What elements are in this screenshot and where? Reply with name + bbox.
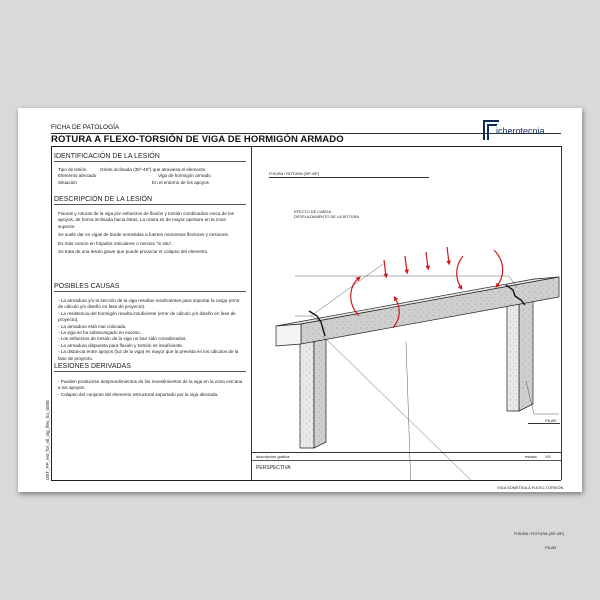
identificacion-row: Tipo de lesión Grieta inclinada (35º-45º) que atraviesa el elemento	[58, 167, 206, 172]
list-item: - Los esfuerzos de torsión de la viga no han sido considerados.	[58, 336, 187, 342]
drawing-footer-rule	[251, 452, 561, 453]
descripcion-paragraph: Se suele dar en vigas de borde sometidas a fuertes momentos flectores y torsiones.	[58, 232, 230, 238]
load-arrow	[426, 252, 428, 268]
identificacion-row: Elemento afectado Viga de hormigón armado	[58, 173, 211, 179]
frame-bottom-line	[51, 480, 561, 481]
load-arrow	[384, 260, 386, 276]
left-column-front	[300, 342, 314, 448]
list-item: - Colapso del conjunto del elemento estructural soportado por la viga afectada.	[58, 391, 219, 397]
left-column-side	[314, 336, 326, 448]
torsion-arrow-left	[351, 278, 359, 316]
label-desplazamiento: DESPLAZAMIENTO DE LA ROTURA	[294, 214, 360, 219]
causas-list	[58, 298, 244, 362]
derivadas-list	[58, 379, 244, 398]
causas-heading: POSIBLES CAUSAS	[54, 283, 246, 292]
sheet-category: FICHA DE PATOLOGÍA	[51, 124, 120, 131]
list-item: - La armadura dispuesta para flexión y torsión es insuficiente.	[58, 342, 184, 348]
identificacion-heading: IDENTIFICACIÓN DE LA LESIÓN	[54, 153, 246, 162]
escala-value: 1/5	[545, 454, 551, 459]
right-column-side	[519, 289, 533, 411]
identificacion-row: Situación En el entorno de los apoyos	[58, 179, 209, 185]
ficherotecnia-logo: icherotecnia	[483, 120, 563, 140]
descripcion-paragraph: Se trata de una lesión grave que puede provocar el colapso del elemento.	[58, 249, 209, 255]
leader-fisura-bottom	[323, 336, 521, 480]
list-item: - La distancia entre apoyos (luz de la viga) es mayor que la prevista en los cálculos de la fase de proyecto.	[58, 349, 239, 361]
descripcion-text	[58, 211, 244, 257]
beam-end-face	[276, 324, 301, 346]
label-viga-sometida: VIGA SOMETIDA A FLEXO-TORSIÓN	[497, 485, 564, 490]
descripcion-grafica-label: descripción gráfica	[256, 454, 290, 459]
list-item: - La armadura está mal colocada.	[58, 323, 127, 329]
label-fisura-top: FISURA / ROTURA (35º-45º)	[269, 171, 319, 176]
load-arrow	[405, 256, 407, 272]
escala-label: escala	[525, 454, 537, 459]
right-column-front	[507, 296, 519, 411]
label-pilar-underline	[528, 423, 560, 424]
list-item: - La armadura y/o la sección de la viga resultan insuficientes para soportar la carga (error de cálculo y/o diseño en fase de proyecto).	[58, 298, 240, 310]
sheet-title: ROTURA A FLEXO-TORSIÓN DE VIGA DE HORMIGÓN ARMADO	[51, 134, 344, 145]
list-item: - Pueden producirse desprendimientos de los revestimientos de la viga en la zona cercana a los apoyos.	[58, 379, 243, 391]
label-efecto-carga: EFECTO DE CARGA	[294, 209, 332, 214]
frame-left-line	[51, 146, 52, 480]
document-sheet	[18, 108, 582, 550]
list-item: - La viga se ha sobrecargado en exceso.	[58, 330, 141, 336]
beam-perspective-drawing	[251, 146, 561, 480]
descripcion-paragraph: Es más común en forjados reticulares o nervios "in situ".	[58, 240, 173, 246]
drawing-footer-rule-2	[251, 460, 561, 461]
label-pilar-right: PILAR	[545, 418, 557, 423]
load-arrow	[447, 247, 449, 263]
frame-right-line	[561, 146, 562, 480]
list-item: - La resistencia del hormigón resulta insuficiente (error de cálculo y/o diseño en fase de proyecto).	[58, 310, 236, 323]
descripcion-paragraph: Fisuras y roturas de la viga por esfuerzos de flexión y torsión combinados cerca de los apoyos, de forma inclinada hacia éstos. La rotura es de mayor apertura en la zona superior.	[58, 211, 234, 229]
torsion-arrow-right	[494, 250, 503, 286]
label-fisura-underline	[269, 177, 429, 178]
document-code: DET_FP_est_for_vll_vig_flex_ho_0008	[45, 400, 50, 480]
torsion-arrow-right-a	[457, 256, 463, 288]
view-label: PERSPECTIVA	[256, 465, 291, 471]
identificacion-table	[58, 167, 244, 186]
label-fisura-bottom: FISURA / ROTURA (35º-45º)	[514, 531, 564, 536]
descripcion-heading: DESCRIPCIÓN DE LA LESIÓN	[54, 196, 246, 205]
derivadas-heading: LESIONES DERIVADAS	[54, 363, 246, 372]
label-pilar-bottom: PILAR	[545, 545, 557, 550]
